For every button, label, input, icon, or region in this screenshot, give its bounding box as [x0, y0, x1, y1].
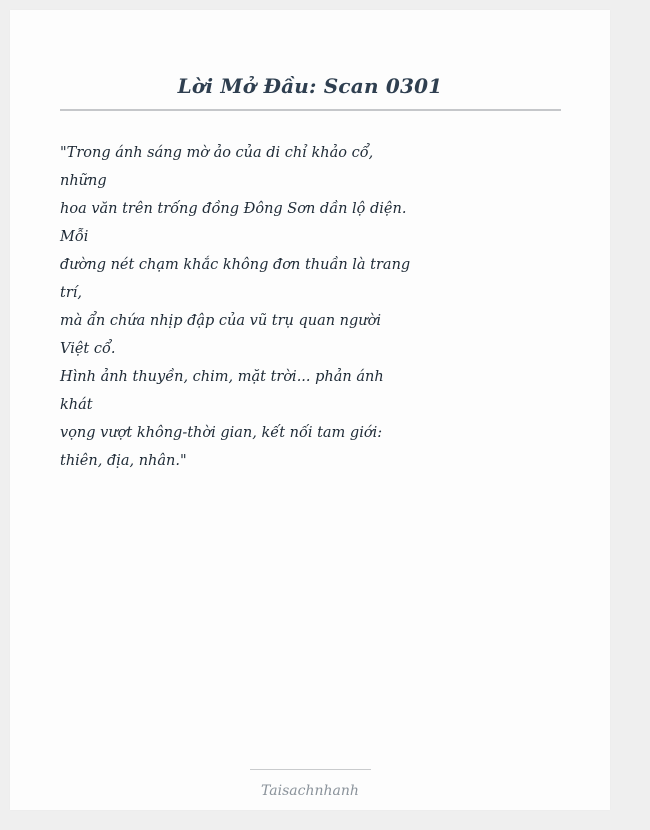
document-page: [10, 10, 610, 810]
body-line: khát: [60, 397, 93, 413]
body-line: Hình ảnh thuyền, chim, mặt trời... phản ánh: [60, 369, 384, 385]
body-line: đường nét chạm khắc không đơn thuần là trang: [60, 257, 411, 273]
body-line: những: [60, 173, 107, 189]
body-line: thiên, địa, nhân.": [60, 453, 187, 469]
title-divider: [60, 109, 561, 111]
footer-divider: [250, 769, 371, 770]
body-line: mà ẩn chứa nhịp đập của vũ trụ quan người: [60, 313, 382, 329]
body-line: "Trong ánh sáng mờ ảo của di chỉ khảo cổ,: [60, 145, 374, 161]
footer-signature: Taisachnhanh: [261, 783, 359, 799]
body-line: Việt cổ.: [60, 341, 116, 357]
body-line: hoa văn trên trống đồng Đông Sơn dần lộ diện.: [60, 201, 407, 217]
body-text: [60, 142, 411, 478]
body-line: vọng vượt không-thời gian, kết nối tam giới:: [60, 425, 383, 441]
page-title: Lời Mở Đầu: Scan 0301: [177, 74, 443, 98]
body-line: Mỗi: [60, 229, 89, 245]
body-line: trí,: [60, 285, 83, 301]
